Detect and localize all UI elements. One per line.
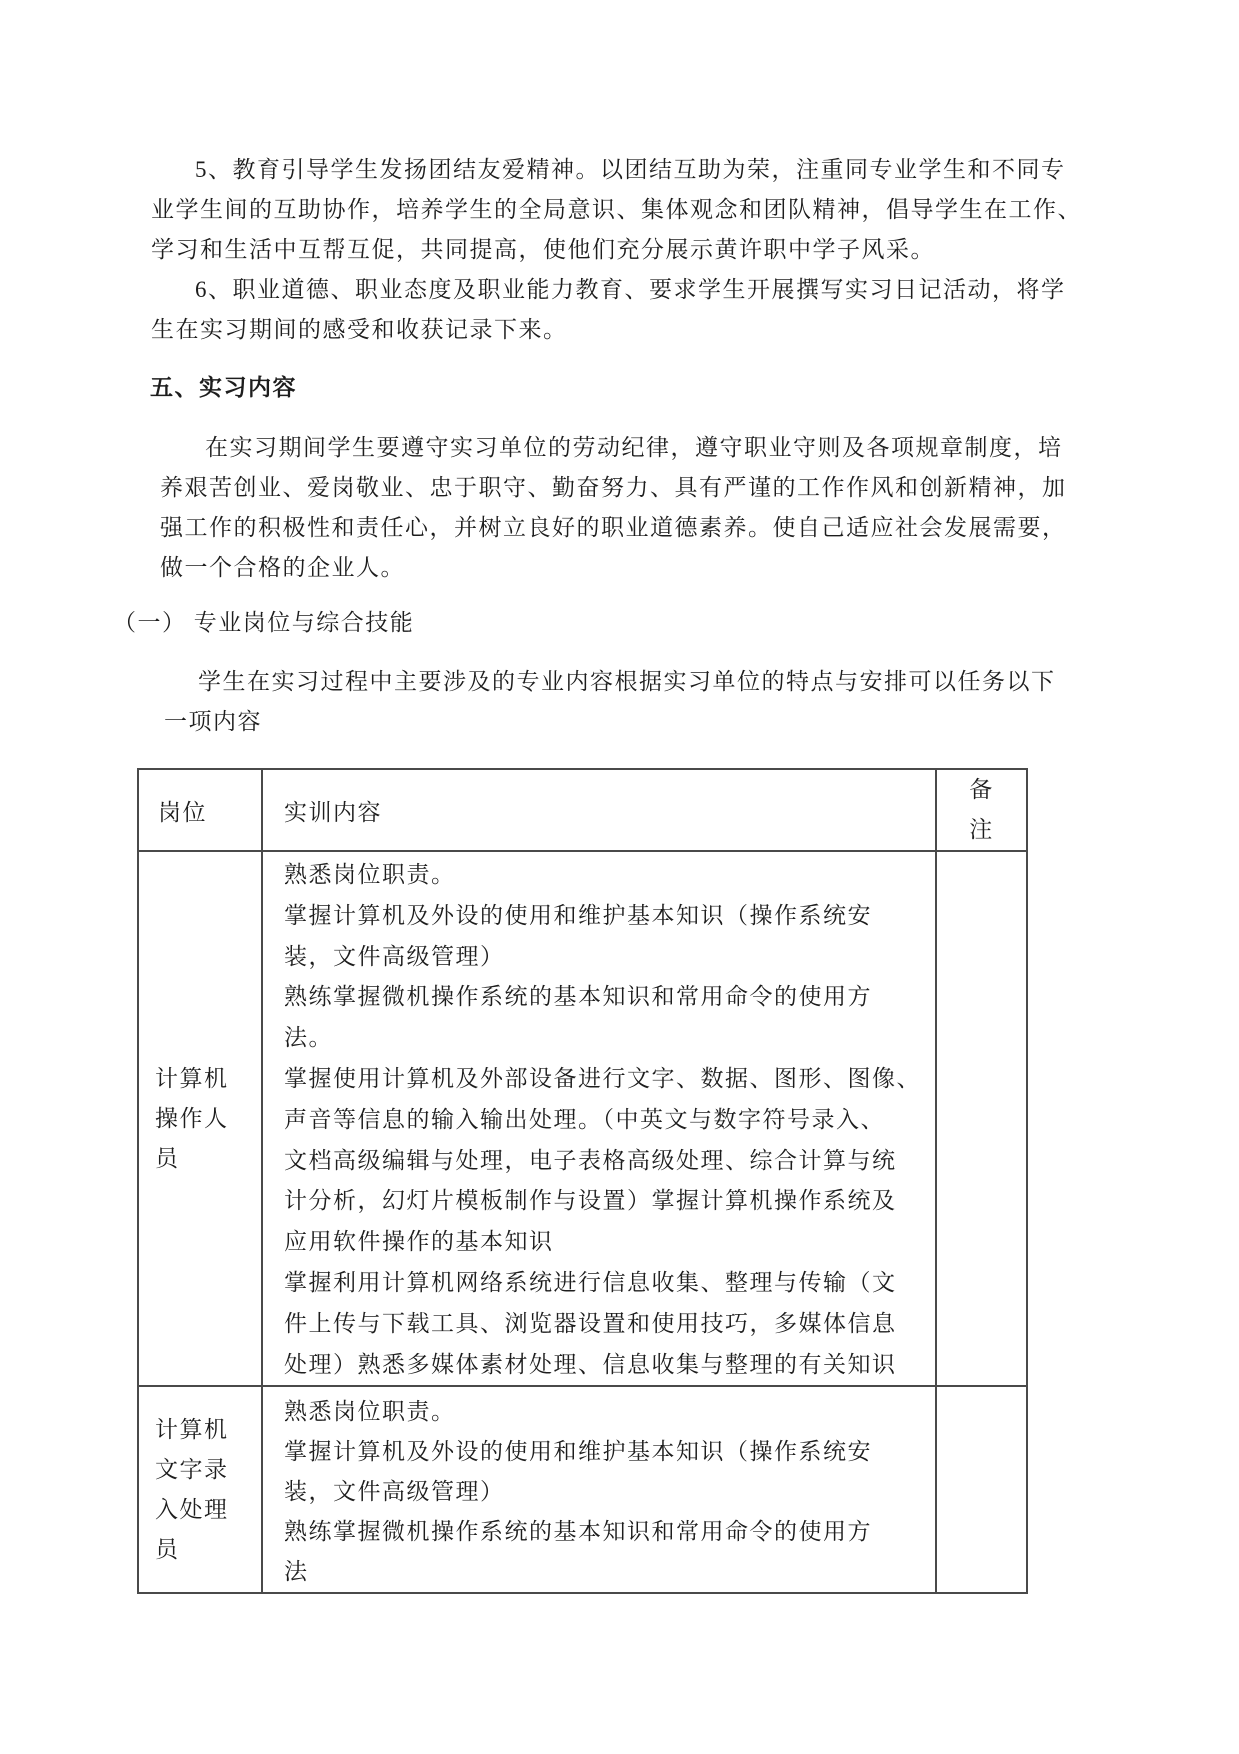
text-line: 6、职业道德、职业态度及职业能力教育、要求学生开展撰写实习日记活动，将学 <box>195 277 1066 302</box>
text-line: 一项内容 <box>164 709 262 734</box>
text-line: 学生在实习过程中主要涉及的专业内容根据实习单位的特点与安排可以任务以下 <box>198 669 1056 694</box>
text-line: 备 <box>969 777 994 802</box>
note-cell <box>936 851 1027 1386</box>
text-line: 掌握计算机及外设的使用和维护基本知识（操作系统安 <box>284 902 872 928</box>
text-line: 掌握使用计算机及外部设备进行文字、数据、图形、图像、 <box>284 1065 921 1091</box>
position-lines <box>155 1059 261 1179</box>
text-line: 员 <box>155 1145 180 1171</box>
content-lines <box>284 1392 927 1592</box>
text-line: 件上传与下载工具、浏览器设置和使用技巧，多媒体信息 <box>284 1310 897 1336</box>
text-line: 熟悉岗位职责。 <box>284 862 456 887</box>
text-line: 装，文件高级管理） <box>284 943 505 969</box>
text-line: 做一个合格的企业人。 <box>160 555 405 580</box>
text-line: 熟悉岗位职责。 <box>284 1399 456 1425</box>
position-cell <box>138 1386 262 1593</box>
text-line: 掌握计算机及外设的使用和维护基本知识（操作系统安 <box>284 1439 872 1465</box>
text-line: 5、教育引导学生发扬团结友爱精神。以团结互助为荣，注重同专业学生和不同专 <box>195 157 1066 182</box>
text-line: 装，文件高级管理） <box>284 1479 505 1505</box>
text-line: 应用软件操作的基本知识 <box>284 1229 554 1255</box>
subsection-heading-professional-skills: （一） 专业岗位与综合技能 <box>113 610 415 635</box>
table-row-text-entry-clerk <box>138 1386 1027 1593</box>
text-line: 掌握利用计算机网络系统进行信息收集、整理与传输（文 <box>284 1269 897 1295</box>
paragraph-practice-intro <box>160 428 1239 588</box>
text-line: 业学生间的互助协作，培养学生的全局意识、集体观念和团队精神，倡导学生在工作、 <box>151 197 1082 222</box>
text-line: 入处理 <box>155 1496 229 1522</box>
table-row-computer-operator <box>138 851 1027 1386</box>
content-lines <box>284 855 927 1385</box>
text-line: 声音等信息的输入输出处理。（中英文与数字符号录入、 <box>284 1106 885 1132</box>
header-cell-content: 实训内容 <box>262 769 936 851</box>
text-line: 计算机 <box>155 1416 229 1442</box>
training-content-cell <box>262 851 936 1386</box>
text-line: 文档高级编辑与处理，电子表格高级处理、综合计算与统 <box>284 1147 897 1173</box>
text-line: 学习和生活中互帮互促，共同提高，使他们充分展示黄许职中学子风采。 <box>151 237 935 262</box>
training-content-cell <box>262 1386 936 1593</box>
paragraph-task-note <box>164 662 1239 742</box>
text-line: 计分析，幻灯片模板制作与设置）掌握计算机操作系统及 <box>284 1188 897 1214</box>
table-header-row <box>138 769 1027 851</box>
paragraph-6 <box>151 270 1239 350</box>
text-line: 处理）熟悉多媒体素材处理、信息收集与整理的有关知识 <box>284 1351 897 1377</box>
text-line: 法 <box>284 1559 309 1585</box>
section-heading-practice-content: 五、实习内容 <box>150 375 297 400</box>
header-cell-position: 岗位 <box>138 769 262 851</box>
text-line: 养艰苦创业、爱岗敬业、忠于职守、勤奋努力、具有严谨的工作作风和创新精神，加 <box>160 475 1067 500</box>
header-note-lines <box>937 770 1026 850</box>
text-line: 在实习期间学生要遵守实习单位的劳动纪律，遵守职业守则及各项规章制度，培 <box>205 435 1063 460</box>
note-cell <box>936 1386 1027 1593</box>
text-line: 操作人 <box>155 1105 229 1131</box>
position-lines <box>155 1410 261 1570</box>
text-line: 计算机 <box>155 1065 229 1091</box>
paragraph-5 <box>151 150 1239 270</box>
position-cell <box>138 851 262 1386</box>
text-line: 文字录 <box>155 1456 229 1482</box>
text-line: 强工作的积极性和责任心，并树立良好的职业道德素养。使自己适应社会发展需要， <box>160 515 1067 540</box>
header-cell-note <box>936 769 1027 851</box>
text-line: 熟练掌握微机操作系统的基本知识和常用命令的使用方 <box>284 1519 872 1545</box>
text-line: 生在实习期间的感受和收获记录下来。 <box>151 317 568 342</box>
text-line: 注 <box>969 817 994 842</box>
text-line: 法。 <box>284 1025 333 1051</box>
text-line: 熟练掌握微机操作系统的基本知识和常用命令的使用方 <box>284 984 872 1010</box>
text-line: 员 <box>155 1536 180 1562</box>
training-content-table <box>137 768 1028 1594</box>
